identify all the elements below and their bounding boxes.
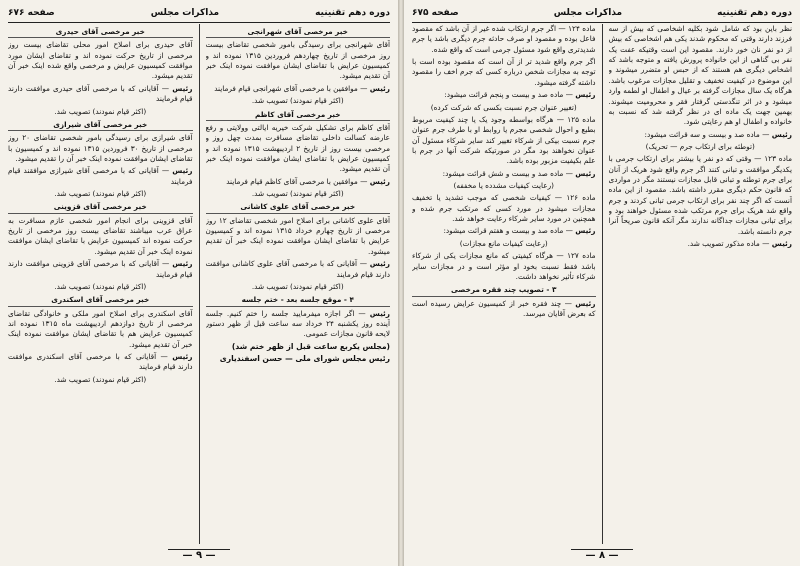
speaker-paragraph (412, 226, 596, 236)
section-heading: خبر مرخصی آقای حیدری (8, 27, 193, 38)
speaker-paragraph (206, 177, 391, 187)
speaker-paragraph (412, 90, 596, 100)
left-folio (0, 550, 398, 561)
left-column-right (206, 24, 391, 544)
speaker-name: رئیس (575, 298, 596, 308)
speaker-paragraph (609, 130, 793, 140)
speaker-text: — آقایانی که با مرخصی آقای قزوینی موافقت دارند قیام فرمایند (8, 259, 193, 279)
speaker-name: رئیس (369, 259, 390, 269)
speaker-name: رئیس (369, 308, 390, 318)
right-column-left (412, 24, 596, 544)
speaker-name: رئیس (771, 129, 792, 139)
body-paragraph: ماده ۱۲۶ — کیفیات شخصی که موجب تشدید یا تخفیف مجازات میشود در مورد کسی که مرتکب جرم شده و همچنین در مورد سایر شرکاء رعایت خواهد شد. (412, 193, 596, 224)
vote-note: (رعایت کیفیات مانع مجازات) (459, 238, 548, 248)
section-heading: خبر مرخصی آقای کاظم (206, 110, 391, 121)
speaker-name: رئیس (172, 259, 193, 269)
body-paragraph: ماده ۱۲۷ — هرگاه کیفیتی که مانع مجازات یکی از شرکاء باشد فقط نسبت بخود او مؤثر است و در مجازات سایر شرکاء تأثیر نخواهد داشت. (412, 251, 596, 281)
body-paragraph: آقای شیرازی برای رسیدگی بامور شخصی تقاضای ۲۰ روز مرخصی از تاریخ ۳۰ فروردین ۱۳۱۵ نموده اند و کمیسیون با تقاضای ایشان موافقت نموده اینک خبر آن را تقدیم میشود. (8, 133, 193, 163)
left-page-number: صفحه ۶۷۶ (8, 8, 55, 18)
speaker-paragraph (206, 259, 391, 280)
section-heading: ۳ - تصویب چند فقره مرخصی (412, 285, 596, 296)
speaker-name: رئیس (369, 176, 390, 186)
body-paragraph: آقای حیدری برای اصلاح امور محلی تقاضای بیست روز مرخصی از تاریخ حرکت نموده اند و تقاضای ایشان مورد موافقت کمیسیون عرایض و مرخصی واقع شده اینک خبر آن تقدیم میشود. (8, 40, 193, 81)
speaker-text: — آقایانی که با مرخصی آقای حیدری موافقت دارند قیام فرمایند (8, 83, 193, 104)
right-columns (412, 24, 792, 544)
body-paragraph: آقای اسکندری برای اصلاح امور ملکی و خانوادگی تقاضای مرخصی از تاریخ دوازدهم اردیبهشت ماه ۱۳۱۵ نموده اند کمیسیون عرایض هم با تقاضای ایشان موافقت نموده اینک خبر آن تقدیم میشود. (8, 308, 193, 349)
speaker-paragraph (8, 259, 193, 280)
right-page-number: صفحه ۶۷۵ (412, 8, 459, 18)
speaker-text: — موافقین با مرخصی آقای کاظم قیام فرمایند (226, 176, 368, 186)
column-divider (602, 24, 603, 544)
left-title: مذاکرات مجلس (150, 8, 220, 18)
left-page-header (8, 6, 390, 23)
body-paragraph: اگر جرم واقع شدید تر از آن است که مقصود بوده است با توجه به مجازات شخص درباره کسی که جرم اخف را مقصود داشته گرفته میشود. (412, 57, 596, 87)
speaker-name: رئیس (172, 166, 193, 176)
section-heading: ۴ - موقع جلسه بعد - ختم جلسه (206, 295, 391, 306)
right-page-header (412, 6, 792, 23)
speaker-text: — ماده مذکور تصویب شد. (687, 239, 770, 249)
speaker-text: — ماده صد و بیست و شش قرائت میشود: (442, 168, 573, 178)
section-heading: خبر مرخصی آقای شهرانجی (206, 27, 391, 38)
right-page (404, 0, 800, 566)
body-paragraph: ماده ۱۲۳ — وقتی که دو نفر یا بیشتر برای ارتکاب جرمی با یکدیگر موافقت و تبانی کنند اگر جرم واقع شود هریک از آنان برای جرم توطئه و تبانی قابل مجازات نیستند مگر در مواردی که قانون حکم دیگری مقرر داشته باشد. مقصود از این ماده آنست که اگر چند نفر برای ارتکاب جرمی تبانی کردند و جرم واقع شد هریک برای جرم مرتکب شده مسئول خواهند بود و برای تبانی مجازات جداگانه ندارند مگر آنکه قانون صریحاً آنرا جرم دانسته باشد. (608, 154, 792, 236)
body-paragraph: آقای علوی کاشانی برای اصلاح امور شخصی تقاضای ۱۲ روز مرخصی از تاریخ چهارم خرداد ۱۳۱۵ نموده اند و کمیسیون عرایض با تقاضای ایشان موافقت نموده اینک خبر آن تقدیم میشود. (205, 215, 390, 256)
vote-note: (تغییر عنوان جرم نسبت بکسی که شرکت کرده) (430, 102, 577, 112)
speaker-name: رئیس (575, 168, 596, 178)
vote-note: (توطئه برای ارتکاب جرم — تحریک) (645, 141, 755, 151)
speaker-paragraph (412, 299, 596, 320)
left-page (0, 0, 398, 566)
left-folio-number: — ۹ — (168, 549, 229, 561)
vote-note: (اکثر قیام نمودند) تصویب شد. (251, 96, 344, 106)
vote-note: (اکثر قیام نمودند) تصویب شد. (251, 189, 344, 199)
speaker-paragraph (206, 309, 391, 340)
section-heading: خبر مرخصی آقای علوی کاشانی (206, 202, 391, 213)
body-paragraph: آقای قزوینی برای انجام امور شخصی عازم مسافرت به عراق عرب میباشند تقاضای بیست روز مرخصی از تاریخ حرکت نموده اند کمیسیون عرایض با تقاضای ایشان موافقت نموده اینک خبر آن تقدیم میشود. (8, 215, 193, 256)
vote-note: (اکثر قیام نمودند) تصویب شد. (54, 281, 147, 291)
speaker-text: — چند فقره خبر از کمیسیون عرایض رسیده است که بعرض آقایان میرسد. (412, 298, 596, 318)
speaker-name: رئیس (369, 83, 390, 93)
speaker-name: رئیس (771, 239, 792, 249)
body-paragraph: ماده ۱۲۵ — هرگاه بواسطه وجود یک یا چند کیفیت مربوط بطبع و احوال شخصی مجرم یا روابط او با طرف جرم عنوان جرم نسبت بیکی از شرکاء تغییر کند سایر شرکاء مسئول آن عنوان نخواهند بود مگر در صورتیکه شرکت آنها در جرم با علم بکیفیت مزبور بوده باشد. (412, 114, 596, 166)
speaker-name: رئیس (575, 226, 596, 236)
vote-note: (اکثر قیام نمودند) تصویب شد. (54, 189, 147, 199)
section-heading: خبر مرخصی آقای شیرازی (8, 120, 193, 131)
speaker-text: — موافقین با مرخصی آقای شهرانجی قیام فرمایند (214, 83, 368, 93)
right-folio-number: — ۸ — (571, 549, 632, 561)
vote-note: (اکثر قیام نمودند) تصویب شد. (54, 106, 147, 116)
speaker-text: — آقایانی که با مرخصی آقای شیرازی موافقند قیام فرمایند (8, 166, 193, 186)
right-series-label: دوره دهم تقنینیه (717, 8, 792, 18)
body-paragraph: ماده ۱۲۴ — اگر جرم ارتکاب شده غیر از آن باشد که مقصود فاعل بوده و مقصود او صرف حادثه جرم دیگری باشد یا جرم شدیدتری واقع شود مسئول جرمی است که واقع شده. (412, 24, 596, 54)
column-divider (199, 24, 200, 544)
right-folio (404, 550, 800, 561)
vote-note: (اکثر قیام نمودند) تصویب شد. (54, 374, 147, 384)
speaker-text: — ماده صد و بیست و هفتم قرائت میشود: (443, 226, 573, 236)
speaker-paragraph (8, 166, 193, 187)
speaker-paragraph (8, 352, 193, 373)
right-title: مذاکرات مجلس (553, 8, 623, 18)
speaker-text: — آقایانی که با مرخصی آقای علوی کاشانی موافقت دارند قیام فرمایند (205, 259, 390, 279)
speaker-name: رئیس (575, 90, 596, 100)
left-series-label: دوره دهم تقنینیه (315, 8, 390, 18)
speaker-name: رئیس (172, 352, 193, 362)
speaker-text: — ماده صد و بیست و سه قرائت میشود: (644, 129, 770, 139)
left-column-left (8, 24, 193, 544)
section-heading: خبر مرخصی آقای اسکندری (8, 295, 193, 306)
speaker-text: — آقایانی که با مرخصی آقای اسکندری موافقت دارند قیام فرمایند (8, 352, 193, 372)
vote-note: (رعایت کیفیات مشدده یا مخففه) (453, 181, 554, 191)
closing-line: (مجلس یکربع ساعت قبل از ظهر ختم شد) (231, 341, 390, 351)
body-paragraph: آقای کاظم برای تشکیل شرکت خیریه ایالتی وولایتی و رفع عارضه کسالت داخلی تقاضای مسافرت بمدت چهل روز و مرخصی بیست روز از تاریخ ۲ اردیبهشت ۱۳۱۵ نموده اند و کمیسیون عرایض با تقاضای ایشان موافقت نموده اینک خبر آن تقدیم میشود. (205, 122, 390, 174)
closing-line: رئیس مجلس شورای ملی — حسن اسفندیاری (219, 354, 390, 364)
body-paragraph: نظر باین بود که شامل شود بکلیه اشخاصی که بیش از سه فرزند دارند وقتی که محکوم شدند یکی هم اشخاصی که بیش از دو نفر نان خور دارند. مقصود این است وقتیکه عفت یک نفر بی گناهی از این خانواده پرورش یافته و متوجه باشد که اشخاص دیگری هم هستند که از حبس او متضرر میشوند و این موضوع در کیفیت تخفیف و تقلیل مجازات مرغوب باشد. هرگاه یک سال مجازات گرفته بر عیال و اطفال او لطمه وارد میشود و در اثر تنگدستی گرفتار فقر و محرومیت میشوند. بهمین جهت یک ماده ای در نظر گرفته شد که نسبت به خانواده و اطفال او هم رعایتی شود. (608, 24, 792, 127)
left-columns (8, 24, 390, 544)
section-heading: خبر مرخصی آقای قزوینی (8, 202, 193, 213)
speaker-paragraph (412, 169, 596, 179)
speaker-paragraph (609, 239, 793, 249)
body-paragraph: آقای شهرانجی برای رسیدگی بامور شخصی تقاضای بیست روز مرخصی از تاریخ چهاردهم فروردین ۱۳۱۵ نموده اند و کمیسیون عرایض با تقاضای ایشان موافقت نموده اینک خبر آن تقدیم میشود. (205, 40, 390, 81)
right-column-right (609, 24, 793, 544)
speaker-paragraph (206, 84, 391, 94)
speaker-text: — ماده صد و بیست و پنجم قرائت میشود: (444, 90, 573, 100)
speaker-text: — اگر اجازه میفرمایید جلسه را ختم کنیم. جلسه آینده روز یکشنبه ۲۴ خرداد سه ساعت قبل از ظهر دستور لایحه قانون مجازات عمومی. (205, 308, 390, 339)
speaker-name: رئیس (172, 83, 193, 93)
vote-note: (اکثر قیام نمودند) تصویب شد. (251, 281, 344, 291)
speaker-paragraph (8, 84, 193, 105)
